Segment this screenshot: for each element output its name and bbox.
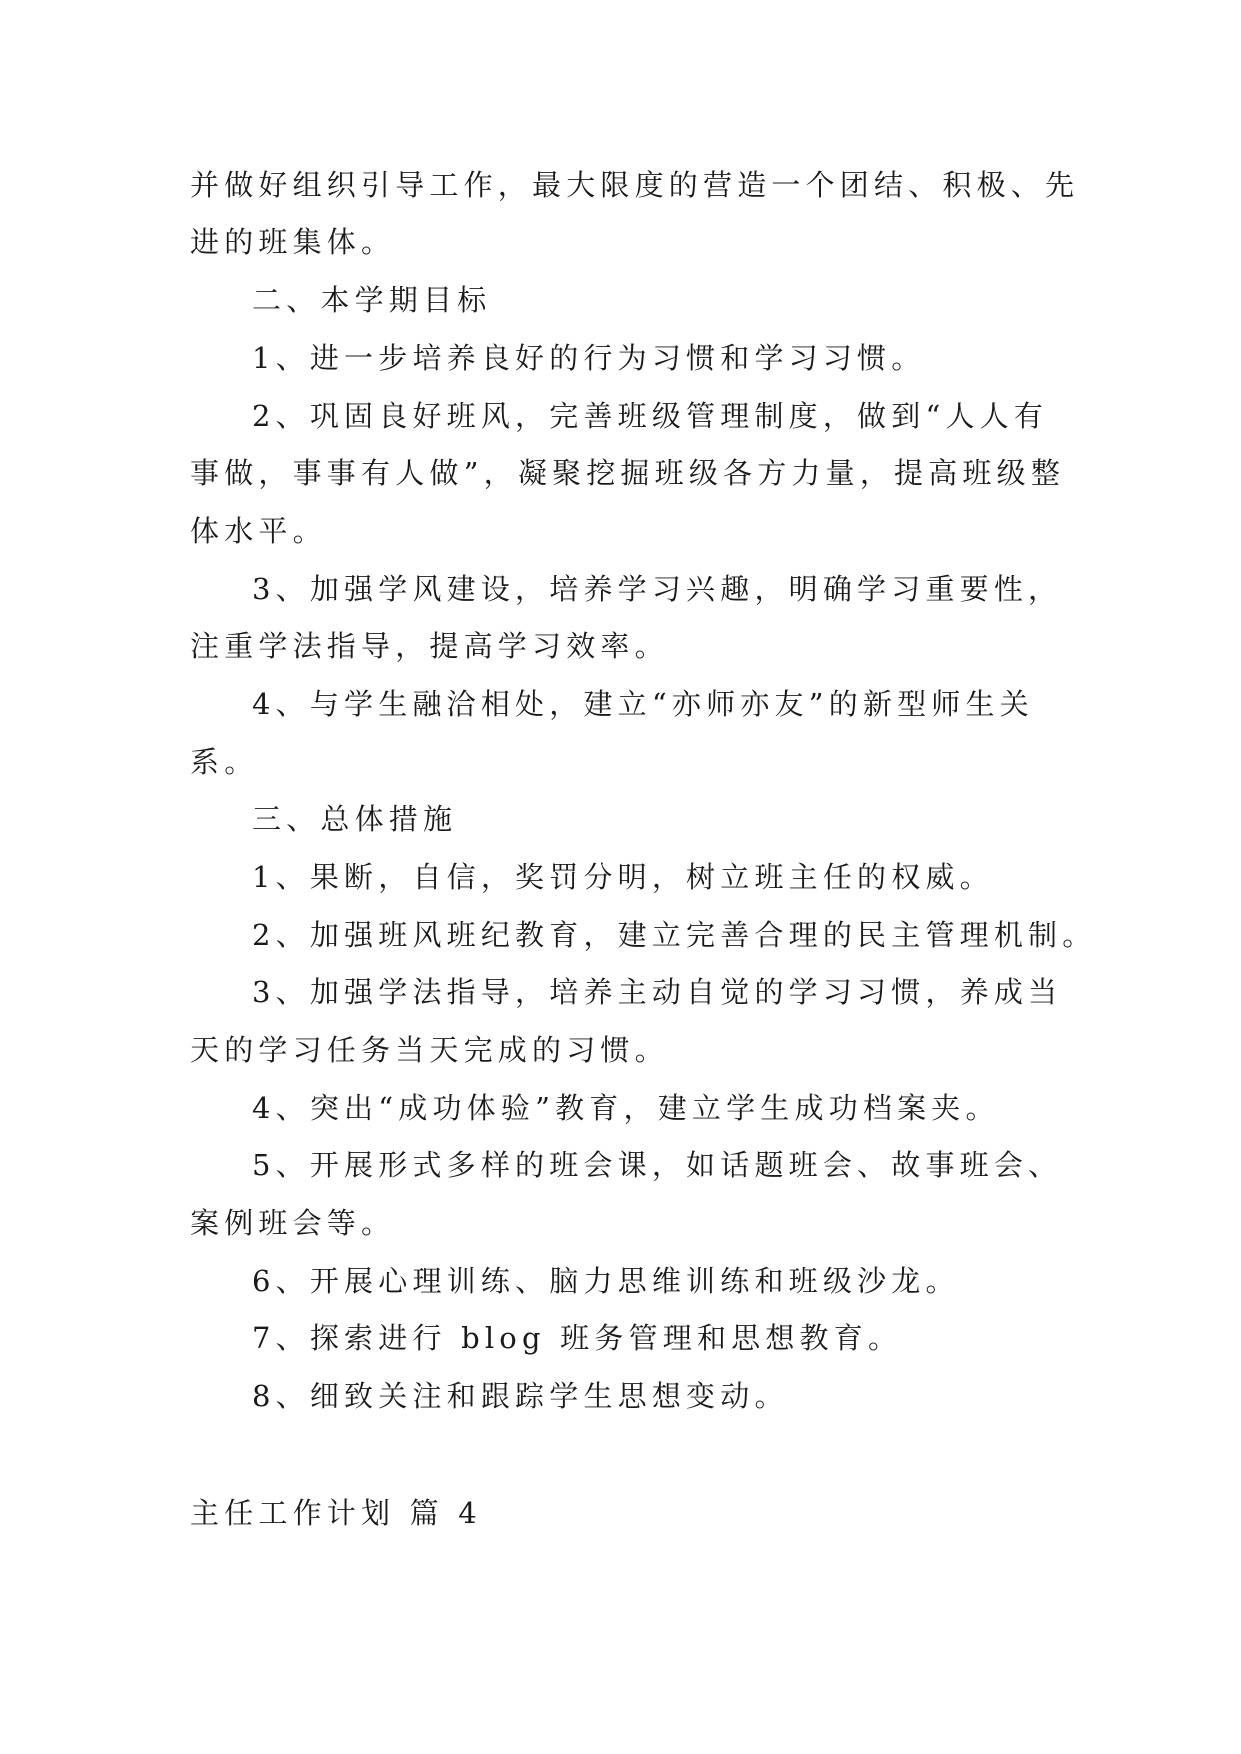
section-heading-goals: 二、本学期目标 bbox=[252, 283, 492, 317]
paragraph-line: 事做，事事有人做”，凝聚挖掘班级各方力量，提高班级整 bbox=[190, 456, 1066, 490]
measure-item-5: 5、开展形式多样的班会课，如话题班会、故事班会、 bbox=[252, 1148, 1063, 1182]
goal-item-1: 1、进一步培养良好的行为习惯和学习习惯。 bbox=[252, 341, 926, 375]
paragraph-line: 进的班集体。 bbox=[190, 225, 396, 259]
measure-item-8: 8、细致关注和跟踪学生思想变动。 bbox=[252, 1379, 789, 1413]
measure-item-3: 3、加强学法指导，培养主动自觉的学习习惯，养成当 bbox=[252, 975, 1063, 1009]
paragraph-line: 系。 bbox=[190, 745, 259, 779]
paragraph-line: 体水平。 bbox=[190, 514, 327, 548]
section-heading-measures: 三、总体措施 bbox=[252, 802, 458, 836]
goal-item-4: 4、与学生融洽相处，建立“亦师亦友”的新型师生关 bbox=[252, 687, 1034, 721]
goal-item-3: 3、加强学风建设，培养学习兴趣，明确学习重要性， bbox=[252, 572, 1063, 606]
measure-item-6: 6、开展心理训练、脑力思维训练和班级沙龙。 bbox=[252, 1264, 960, 1298]
measure-item-1: 1、果断，自信，奖罚分明，树立班主任的权威。 bbox=[252, 860, 994, 894]
paragraph-line: 并做好组织引导工作，最大限度的营造一个团结、积极、先 bbox=[190, 168, 1080, 202]
paragraph-line: 案例班会等。 bbox=[190, 1206, 396, 1240]
goal-item-2: 2、巩固良好班风，完善班级管理制度，做到“人人有 bbox=[252, 399, 1049, 433]
paragraph-line: 注重学法指导，提高学习效率。 bbox=[190, 629, 669, 663]
measure-item-4: 4、突出“成功体验”教育，建立学生成功档案夹。 bbox=[252, 1091, 1000, 1125]
measure-item-2: 2、加强班风班纪教育，建立完善合理的民主管理机制。 bbox=[252, 918, 1097, 952]
paragraph-line: 天的学习任务当天完成的习惯。 bbox=[190, 1033, 669, 1067]
section-title: 主任工作计划 篇 4 bbox=[190, 1496, 482, 1530]
measure-item-7: 7、探索进行 blog 班务管理和思想教育。 bbox=[252, 1321, 903, 1355]
